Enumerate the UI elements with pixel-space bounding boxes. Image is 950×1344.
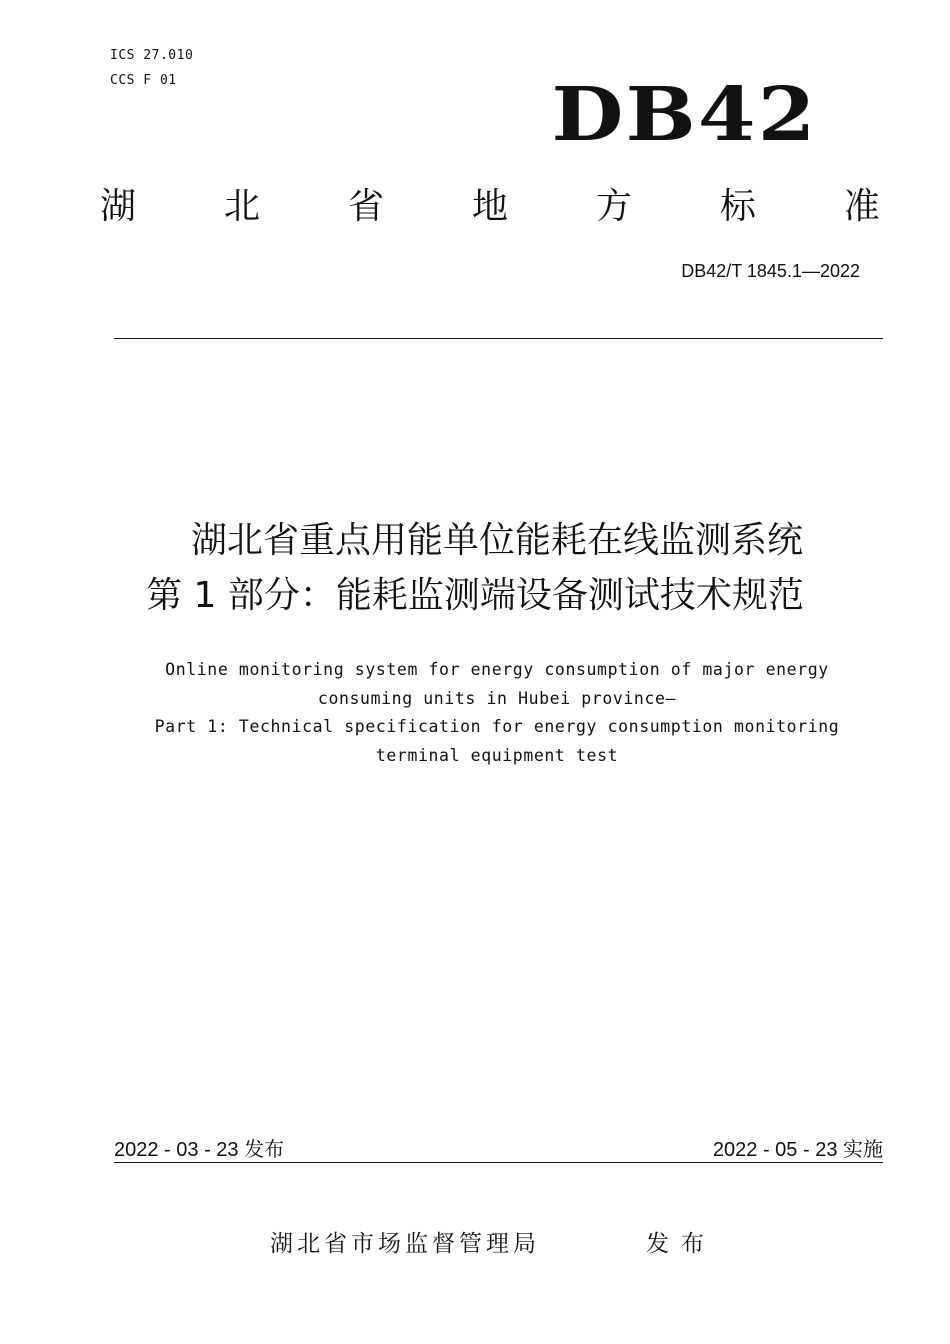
top-divider [114, 338, 883, 339]
title-en-line-2: consuming units in Hubei province— [317, 688, 677, 708]
standard-type-char: 省 [347, 186, 384, 227]
title-en-line-1: Online monitoring system for energy consumption of major energy [165, 660, 829, 679]
issuer-name: 湖北省市场监督管理局 [270, 1231, 540, 1257]
standard-number: DB42/T 1845.1—2022 [681, 261, 860, 281]
title-cn-line-2: 第 1 部分：能耗监测端设备测试技术规范 [146, 575, 804, 616]
ics-code: ICS 27.010 [110, 48, 194, 63]
title-en [0, 656, 950, 770]
issuer-action: 发布 [646, 1231, 716, 1257]
standard-logo: DB42 [551, 72, 818, 158]
standard-type-char: 湖 [100, 186, 137, 227]
title-en-line-4: terminal equipment test [375, 745, 619, 765]
issue-date: 2022 - 03 - 23 发布 [114, 1139, 285, 1161]
standard-type [100, 184, 880, 230]
bottom-divider [114, 1162, 883, 1163]
standard-type-char: 方 [595, 186, 632, 227]
title-en-line-3: Part 1: Technical specification for energy consumption monitoring [154, 717, 840, 736]
implementation-date: 2022 - 05 - 23 实施 [712, 1139, 883, 1161]
standard-type-char: 地 [471, 186, 508, 227]
standard-type-char: 北 [223, 186, 260, 227]
standard-type-char: 标 [719, 186, 756, 227]
standard-type-char: 准 [843, 186, 880, 227]
ccs-code: CCS F 01 [110, 73, 177, 88]
title-cn-line-1: 湖北省重点用能单位能耗在线监测系统 [190, 520, 803, 561]
